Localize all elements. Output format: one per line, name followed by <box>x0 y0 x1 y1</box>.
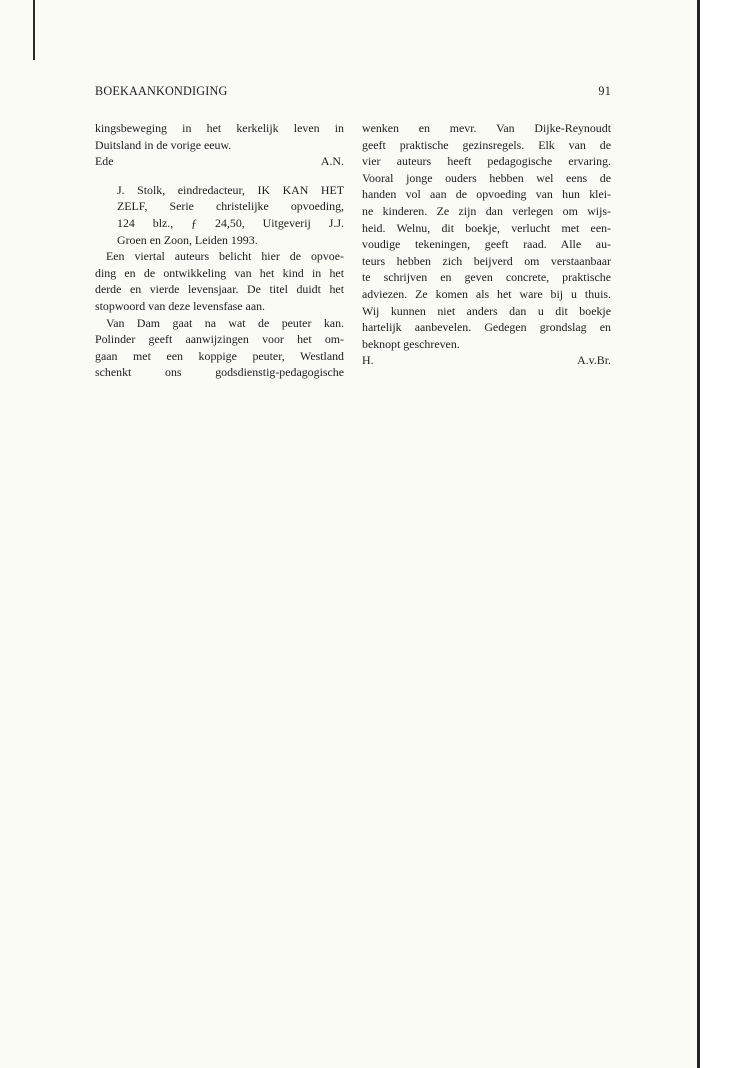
text-line: ne kinderen. Ze zijn dan verlegen om wijs- <box>362 203 611 218</box>
book-reference <box>95 182 344 248</box>
text-line: handen vol aan de opvoeding van hun klei- <box>362 187 611 202</box>
text-line: stopwoord van deze levensfase aan. <box>95 298 266 313</box>
review-paragraph <box>95 248 344 314</box>
signature-initials: A.v.Br. <box>577 353 611 368</box>
text-line: geeft praktische gezinsregels. Elk van de <box>362 137 611 152</box>
text-line: heid. Welnu, dit boekje, verlucht met een- <box>362 220 611 235</box>
reference-line: 124 blz., ƒ 24,50, Uitgeverij J.J. <box>117 215 344 230</box>
reference-line: ZELF, Serie christelijke opvoeding, <box>117 199 344 214</box>
left-column <box>95 120 344 381</box>
section-title: BOEKAANKONDIGING <box>95 84 228 98</box>
review-paragraph <box>362 120 611 352</box>
reference-line: Groen en Zoon, Leiden 1993. <box>117 232 258 247</box>
text-line: teurs hebben zich beijverd om verstaanbaar <box>362 253 611 268</box>
reference-line: J. Stolk, eindredacteur, IK KAN HET <box>117 182 344 197</box>
text-line: beknopt geschreven. <box>362 336 460 351</box>
text-line: adviezen. Ze komen als het ware bij u thuis. <box>362 286 611 301</box>
signature-place: H. <box>362 353 374 368</box>
signature-initials: A.N. <box>320 154 344 169</box>
text-line: te schrijven en geven concrete, praktische <box>362 270 611 285</box>
text-line: Duitsland in de vorige eeuw. <box>95 137 232 152</box>
text-line: Wij kunnen niet anders dan u dit boekje <box>362 303 611 318</box>
text-line: derde en vierde levensjaar. De titel duidt het <box>95 282 344 297</box>
signature-place: Ede <box>95 154 114 169</box>
text-line: wenken en mevr. Van Dijke-Reynoudt <box>362 121 611 135</box>
scan-margin-right <box>700 0 738 1068</box>
text-line: voudige tekeningen, geeft raad. Alle au- <box>362 237 611 252</box>
text-line: schenkt ons godsdienstig-pedagogische <box>95 365 344 380</box>
text-line: Een viertal auteurs belicht hier de opvoe- <box>106 249 344 264</box>
text-line: gaan met een koppige peuter, Westland <box>95 348 344 363</box>
text-line: Van Dam gaat na wat de peuter kan. <box>106 315 344 330</box>
page-number: 91 <box>598 84 611 98</box>
review-signature <box>95 153 344 170</box>
text-line: ding en de ontwikkeling van het kind in het <box>95 265 344 280</box>
review-signature <box>362 352 611 369</box>
text-line: Polinder geeft aanwijzingen voor het om- <box>95 332 344 347</box>
text-line: kingsbeweging in het kerkelijk leven in <box>95 121 344 135</box>
scan-edge-left <box>33 0 35 60</box>
right-column <box>362 120 611 369</box>
text-line: vier auteurs heeft pedagogische ervaring. <box>362 154 611 169</box>
review-paragraph <box>95 315 344 381</box>
text-line: Vooral jonge ouders hebben wel eens de <box>362 170 611 185</box>
text-line: hartelijk aanbevelen. Gedegen grondslag en <box>362 320 611 335</box>
